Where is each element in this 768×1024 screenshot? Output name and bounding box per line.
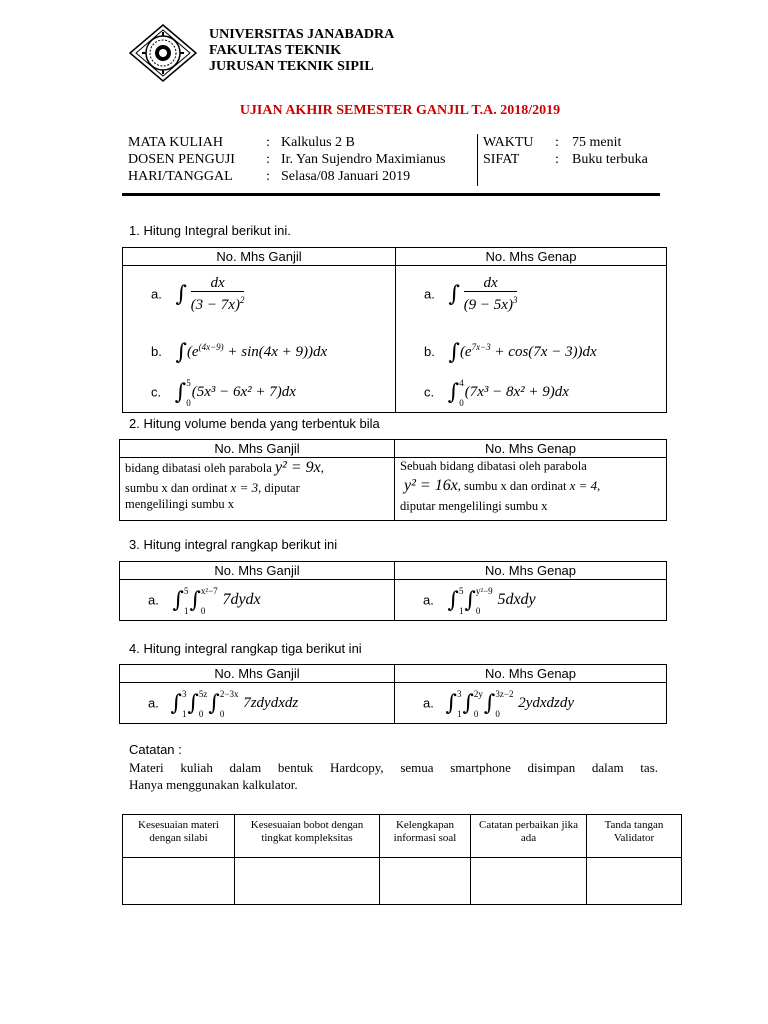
q2-odd-text: bidang dibatasi oleh parabola y² = 9x, sumbu x dan ordinat x = 3, diputar mengelilingi sumbu x [125,459,324,511]
integral-sign: ∫ [175,282,187,308]
lower-limit: 0 [200,606,206,616]
upper-limit: 5 [186,378,191,388]
question-2-table [119,439,667,521]
integral-sign: ∫ [174,380,187,406]
integral-sign: ∫ [464,588,476,614]
university-name: UNIVERSITAS JANABADRA [209,27,395,42]
info-divider [477,134,478,186]
equation: y² = 16x [404,477,458,494]
lower-limit: 0 [495,709,500,719]
question-3-table [119,561,667,621]
col-header-even: No. Mhs Genap [396,248,667,266]
upper-limit: x²−7 [200,586,218,596]
lower-limit: 0 [473,709,479,719]
exam-info-left [128,134,446,185]
item-label: a. [423,695,434,711]
exponent: (4x−9) [198,341,224,352]
text-line: , diputar [258,481,300,495]
integrand: 7zdydxdz [243,695,299,712]
integrand: 5dxdy [497,591,536,609]
col-header-even: No. Mhs Genap [395,665,667,683]
item-label: b. [424,343,435,359]
upper-limit: 4 [459,378,464,388]
text-line: bidang dibatasi oleh parabola [125,461,272,475]
exam-info-right [483,134,648,168]
upper-limit: 2y [473,689,483,699]
lower-limit: 1 [183,606,189,616]
item-label: a. [148,695,159,711]
item-label: c. [151,384,162,400]
notes-line-1: Materi kuliah dalam bentuk Hardcopy, semua smartphone disimpan dalam tas. [129,760,658,775]
text-line: mengelilingi sumbu x [125,497,235,511]
integral-sign: ∫ [447,588,459,614]
integral-sign: ∫ [448,282,460,308]
fraction-numerator: dx [191,276,245,292]
validation-cell [235,858,380,905]
equation: x = 3 [230,480,259,495]
col-header-odd: No. Mhs Ganjil [120,440,395,458]
lower-limit: 0 [459,398,464,408]
integral-sign: ∫ [170,691,182,717]
upper-limit: 5 [458,586,464,596]
exponent: 2 [239,295,245,305]
fraction-numerator: dx [464,276,518,292]
q3-odd-a [148,586,261,616]
validation-cell [380,858,471,905]
info-value: Selasa/08 Januari 2019 [281,169,411,184]
integrand: (7x³ − 8x² + 9)dx [464,384,569,401]
lower-limit: 1 [181,709,187,719]
question-4-table [119,664,667,724]
info-value: 75 menit [572,135,622,150]
info-value: Buku terbuka [572,152,648,167]
equation: x = 4 [569,478,598,493]
question-1-table [122,247,667,413]
validation-cell [123,858,235,905]
exponent: 7x−3 [471,341,491,352]
integral-sign: ∫ [483,691,496,717]
item-label: a. [148,592,159,608]
integrand: (5x³ − 6x² + 7)dx [191,384,296,401]
q1-odd-b: b. $\int(e^{(4x-9)} + \sin(4x + 9))dx$ [151,340,328,365]
info-label: MATA KULIAH [128,135,223,150]
lower-limit: 1 [458,606,464,616]
q4-even-a [423,689,574,719]
upper-limit: 3 [456,689,462,699]
integral-sign: ∫ [208,691,220,717]
q1-odd-a [151,276,244,314]
text-line: , sumbu x dan ordinat [457,479,567,493]
col-header-odd: No. Mhs Ganjil [120,562,395,580]
q4-odd-a [148,689,298,719]
col-header-even: No. Mhs Genap [395,440,667,458]
lower-limit: 0 [186,398,191,408]
fraction-denominator: (3 − 7x) [190,297,240,313]
fraction-denominator: (9 − 5x) [463,297,513,313]
integrand: + sin(4x + 9))dx [227,343,328,360]
q2-even-text: Sebuah bidang dibatasi oleh parabola y² = 16x, sumbu x dan ordinat x = 4, diputar mengelilingi sumbu x [400,459,601,513]
info-label: HARI/TANGGAL [128,169,233,184]
q1-odd-c [151,378,296,408]
notes-line-2: Hanya menggunakan kalkulator. [129,777,298,792]
validation-table [122,814,682,905]
item-label: a. [424,286,435,302]
equation: y² = 9x [274,459,321,476]
text-line: sumbu x dan ordinat [125,481,228,495]
colon: : [266,152,270,167]
lower-limit: 0 [219,709,225,719]
info-label: DOSEN PENGUJI [128,152,235,167]
colon: : [555,152,559,167]
exponent: 3 [512,295,518,305]
col-header-odd: No. Mhs Ganjil [123,248,396,266]
integrand: + cos(7x − 3))dx [494,343,597,360]
col-header-odd: No. Mhs Ganjil [120,665,395,683]
validation-header: Kesesuaian bobot dengan tingkat kompleksitas [235,815,380,858]
exam-title: UJIAN AKHIR SEMESTER GANJIL T.A. 2018/2019 [239,103,561,118]
item-label: b. [151,343,162,359]
question-3-prompt: 3. Hitung integral rangkap berikut ini [129,537,338,552]
faculty-name: FAKULTAS TEKNIK [209,43,342,58]
lower-limit: 0 [475,606,481,616]
info-value: Kalkulus 2 B [281,135,355,150]
upper-limit: 3 [181,689,187,699]
integral-sign: ∫ [172,588,184,614]
question-2-prompt: 2. Hitung volume benda yang terbentuk bila [129,416,380,431]
integral-sign: ∫ [445,691,457,717]
colon: : [266,169,270,184]
validation-header: Kesesuaian materi dengan silabi [123,815,235,858]
integral-sign: ∫ [448,340,460,365]
integral-sign: ∫ [189,588,201,614]
validation-header: Kelengkapan informasi soal [380,815,471,858]
question-1-prompt: 1. Hitung Integral berikut ini. [129,223,291,238]
upper-limit: 5 [183,586,189,596]
validation-header: Tanda tangan Validator [587,815,682,858]
q3-even-a [423,586,536,616]
question-4-prompt: 4. Hitung integral rangkap tiga berikut ini [129,641,362,656]
lower-limit: 0 [198,709,204,719]
header-rule [122,193,660,196]
upper-limit: 3z−2 [495,689,514,699]
university-logo [128,24,198,82]
notes-text [129,759,658,793]
text-line: diputar mengelilingi sumbu x [400,499,548,513]
integrand: 2ydxdzdy [518,695,575,712]
notes-title: Catatan : [129,742,182,757]
info-value: Ir. Yan Sujendro Maximianus [281,152,446,167]
item-label: a. [423,592,434,608]
upper-limit: 5z [198,689,208,699]
upper-limit: y²−9 [475,586,493,596]
upper-limit: 2−3x [219,689,239,699]
department-name: JURUSAN TEKNIK SIPIL [209,59,374,74]
item-label: a. [151,286,162,302]
lower-limit: 1 [456,709,462,719]
col-header-even: No. Mhs Genap [395,562,667,580]
q1-even-a [424,276,517,314]
q1-even-c [424,378,569,408]
integral-sign: ∫ [447,380,460,406]
colon: : [555,135,559,150]
integrand: 7dydx [222,591,261,609]
integral-sign: ∫ [462,691,474,717]
integral-sign: ∫ [175,340,187,365]
q1-even-b: b. $\int(e^{7x-3} + \cos(7x - 3))dx$ [424,340,597,365]
colon: : [266,135,270,150]
validation-cell [471,858,587,905]
validation-cell [587,858,682,905]
item-label: c. [424,384,435,400]
validation-header: Catatan perbaikan jika ada [471,815,587,858]
info-label: WAKTU [483,135,534,150]
text-line: Sebuah bidang dibatasi oleh parabola [400,459,587,473]
integral-sign: ∫ [187,691,199,717]
info-label: SIFAT [483,152,520,167]
